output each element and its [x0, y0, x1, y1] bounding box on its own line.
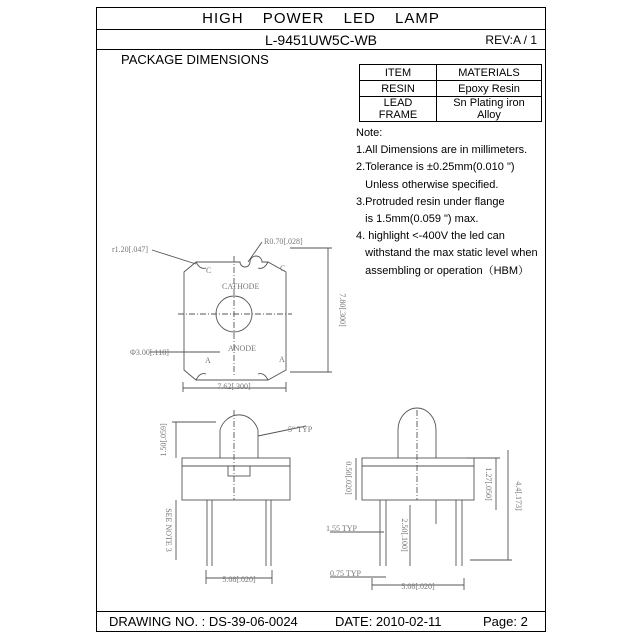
see-note: SEE NOTE 3	[164, 508, 173, 552]
dim-typ-angle: 5° TYP	[288, 425, 313, 434]
dim-dome-height: 1.50[.059]	[159, 423, 168, 457]
dim-height: 7.80[.300]	[338, 293, 347, 327]
mark-anode-left: A	[205, 356, 211, 365]
dim-width: 7.62[.300]	[217, 382, 251, 391]
dim-lead-spacing: 5.08[.020]	[222, 575, 256, 584]
dim-lead-length: 2.50[.100]	[400, 518, 409, 552]
mark-cathode-right: C	[280, 264, 286, 273]
mark-anode-right: A	[279, 355, 285, 364]
dim-base-width: 5.08[.020]	[401, 582, 435, 591]
part-number: L-9451UW5C-WB	[264, 32, 378, 48]
dim-side-a: 0.50[.020]	[344, 461, 353, 495]
label-anode: ANODE	[228, 344, 256, 353]
top-view-outline	[184, 256, 286, 380]
side-body	[362, 458, 474, 500]
note-line: Unless otherwise specified.	[356, 178, 499, 191]
table-header-cell: ITEM	[360, 65, 437, 81]
front-dome	[220, 415, 258, 458]
dim-lead-thickness: 0.75 TYP	[330, 569, 361, 578]
dim-total-height: 4.4[.173]	[514, 481, 523, 511]
table-cell: RESIN	[360, 81, 437, 97]
table-cell: Sn Plating iron Alloy	[437, 97, 542, 122]
note-line: is 1.5mm(0.059 ") max.	[356, 212, 479, 225]
note-line: 2.Tolerance is ±0.25mm(0.010 ")	[356, 161, 515, 174]
revision: REV:A / 1	[485, 33, 537, 47]
mark-cathode-left: C	[206, 266, 212, 275]
notes-heading: Note:	[356, 127, 383, 139]
note-line: assembling or operation（HBM）	[356, 264, 530, 277]
dim-side-b: 1.27[.050]	[484, 467, 493, 501]
dim-top-radius: r1.20[.047]	[112, 245, 148, 254]
drawing-date: DATE: 2010-02-11	[335, 614, 442, 629]
note-line: withstand the max static level when	[356, 247, 538, 260]
dim-top-notch: R0.70[.028]	[264, 237, 303, 246]
page-number: Page: 2	[483, 614, 528, 629]
table-cell: Epoxy Resin	[437, 81, 542, 97]
note-line: 4. highlight <-400V the led can	[356, 230, 505, 243]
note-line: 3.Protruded resin under flange	[356, 195, 505, 208]
document-title: HIGH POWER LED LAMP	[97, 8, 545, 30]
table-cell: LEAD FRAME	[360, 97, 437, 122]
front-body	[182, 458, 290, 500]
dim-lead-width: 1.55 TYP	[326, 524, 357, 533]
section-title: PACKAGE DIMENSIONS	[121, 52, 269, 67]
note-line: 1.All Dimensions are in millimeters.	[356, 144, 528, 157]
drawing-number: DRAWING NO. : DS-39-06-0024	[109, 614, 298, 629]
table-header-cell: MATERIALS	[437, 65, 542, 81]
label-cathode: CATHODE	[222, 282, 260, 291]
dim-lens-diameter: Φ3.00[.118]	[130, 348, 169, 357]
